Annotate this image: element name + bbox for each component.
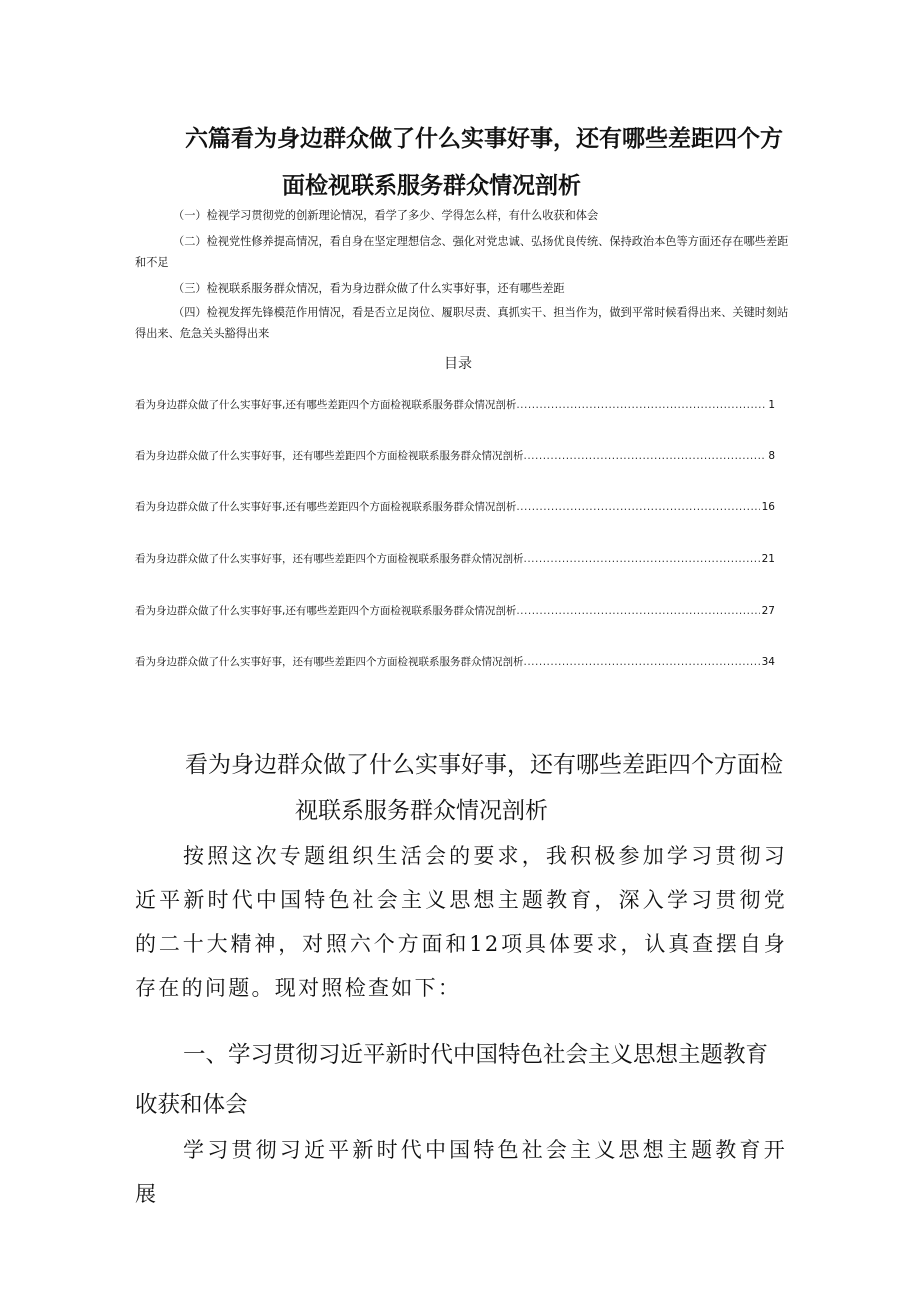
toc-entry-page: 27 (761, 605, 775, 617)
section-title-line-2: 视联系服务群众情况剖析 (295, 798, 548, 824)
toc-entry-title: 看为身边群众做了什么实事好事,还有哪些差距四个方面检视联系服务群众情况剖析 (135, 399, 517, 411)
toc-entry[interactable] (135, 654, 775, 669)
intro-item-3: （三）检视联系服务群众情况，看为身边群众做了什么实事好事，还有哪些差距 (173, 282, 565, 295)
toc-entry-page: 8 (768, 450, 775, 462)
intro-item-2: （二）检视党性修养提高情况，看自身在坚定理想信念、强化对党忠诚、弘扬优良传统、保持政治本色等方面还存在哪些差距和不足 (135, 235, 789, 269)
toc-entry[interactable] (135, 603, 775, 618)
toc-entry[interactable] (135, 551, 775, 566)
toc-entry-page: 21 (761, 553, 775, 565)
toc-entry[interactable] (135, 397, 775, 412)
toc-entry-title: 看为身边群众做了什么实事好事，还有哪些差距四个方面检视联系服务群众情况剖析 (135, 553, 524, 565)
intro-item-4: （四）检视发挥先锋模范作用情况，看是否立足岗位、履职尽责、真抓实干、担当作为，做到平常时候看得出来、关键时刻站得出来、危急关头豁得出来 (135, 306, 789, 340)
toc-leader-dots (516, 399, 766, 411)
toc-entry-page: 34 (761, 656, 775, 668)
section-heading-1: 一、学习贯彻习近平新时代中国特色社会主义思想主题教育收获和体会 (135, 1042, 769, 1118)
toc-leader-dots (524, 450, 767, 462)
toc-leader-dots (516, 501, 759, 513)
toc-entry-page: 16 (761, 501, 775, 513)
toc-entry-title: 看为身边群众做了什么实事好事，还有哪些差距四个方面检视联系服务群众情况剖析 (135, 450, 524, 462)
toc-entry-title: 看为身边群众做了什么实事好事,还有哪些差距四个方面检视联系服务群众情况剖析 (135, 501, 517, 513)
toc-entry-title: 看为身边群众做了什么实事好事,还有哪些差距四个方面检视联系服务群众情况剖析 (135, 605, 517, 617)
toc-leader-dots (524, 553, 760, 565)
document-title-line-1: 六篇看为身边群众做了什么实事好事，还有哪些差距四个方 (185, 126, 783, 152)
toc-leader-dots (516, 605, 759, 617)
toc-entry[interactable] (135, 499, 775, 514)
intro-item-1: （一）检视学习贯彻党的创新理论情况，看学了多少、学得怎么样，有什么收获和体会 (173, 209, 599, 222)
section-title-line-1: 看为身边群众做了什么实事好事，还有哪些差距四个方面检 (185, 752, 783, 778)
toc-leader-dots (524, 656, 760, 668)
toc-entry[interactable] (135, 448, 775, 463)
toc-entry-page: 1 (768, 399, 775, 411)
toc-entry-title: 看为身边群众做了什么实事好事，还有哪些差距四个方面检视联系服务群众情况剖析 (135, 656, 524, 668)
body-paragraph: 学习贯彻习近平新时代中国特色社会主义思想主题教育开展 (135, 1138, 787, 1206)
toc-heading: 目录 (444, 356, 472, 372)
body-paragraph: 按照这次专题组织生活会的要求，我积极参加学习贯彻习近平新时代中国特色社会主义思想主题教育，深入学习贯彻党的二十大精神，对照六个方面和12项具体要求，认真查摆自身存在的问题。现对照检查如下： (135, 844, 787, 1000)
document-title-line-2: 面检视联系服务群众情况剖析 (282, 173, 581, 199)
